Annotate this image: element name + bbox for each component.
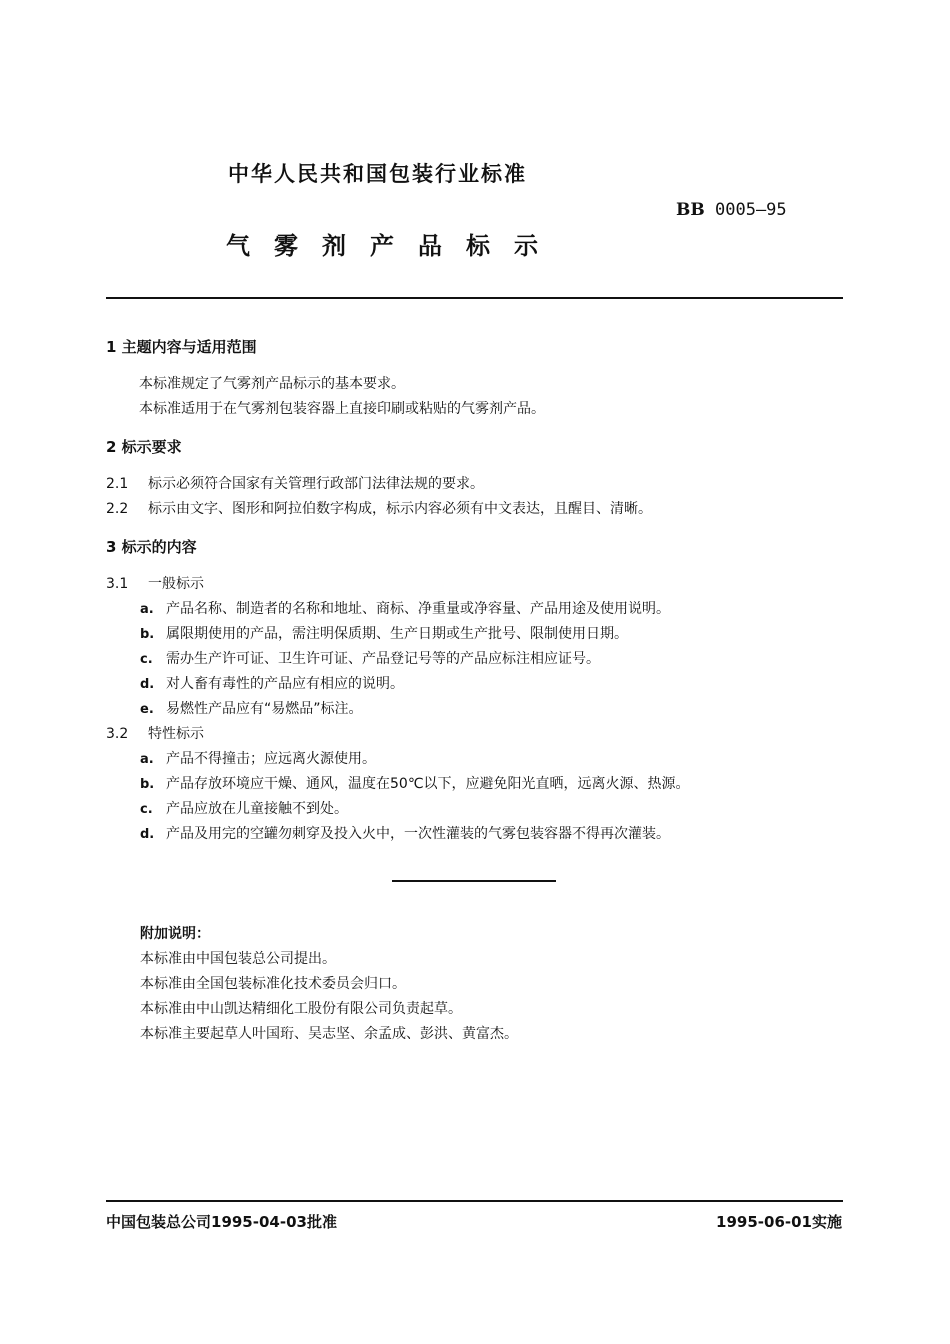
effective-date: 1995-06-01实施 — [716, 1213, 842, 1231]
item-text: 易燃性产品应有“易燃品”标注。 — [166, 701, 363, 717]
item-text: 产品名称、制造者的名称和地址、商标、净重量或净容量、产品用途及使用说明。 — [166, 601, 670, 617]
clause-number: 2.2 — [106, 501, 129, 517]
item-mark: c. — [140, 652, 153, 667]
notes-heading: 附加说明： — [140, 926, 210, 942]
list-item — [140, 773, 690, 793]
item-text: 产品存放环境应干燥、通风，温度在50℃以下，应避免阳光直晒，远离火源、热源。 — [166, 776, 690, 792]
section-1-heading: 1 主题内容与适用范围 — [106, 338, 257, 356]
notes-line: 本标准由全国包装标准化技术委员会归口。 — [140, 976, 406, 992]
list-item — [140, 623, 628, 643]
item-mark: d. — [140, 677, 155, 692]
item-text: 对人畜有毒性的产品应有相应的说明。 — [166, 676, 404, 692]
list-item — [140, 823, 670, 843]
item-text: 需办生产许可证、卫生许可证、产品登记号等的产品应标注相应证号。 — [166, 651, 600, 667]
item-text: 属限期使用的产品，需注明保质期、生产日期或生产批号、限制使用日期。 — [166, 626, 628, 642]
item-mark: b. — [140, 627, 155, 642]
clause-number: 3.2 — [106, 726, 129, 742]
section-1-paragraph: 本标准适用于在气雾剂包装容器上直接印刷或粘贴的气雾剂产品。 — [139, 401, 545, 417]
document-title: 气雾剂产品标示 — [226, 232, 562, 260]
clause-title: 特性标示 — [148, 726, 204, 742]
list-item — [140, 798, 348, 818]
item-text: 产品应放在儿童接触不到处。 — [166, 801, 348, 817]
item-text: 产品不得撞击；应远离火源使用。 — [166, 751, 376, 767]
clause-3-2 — [106, 723, 204, 743]
item-mark: a. — [140, 752, 154, 767]
footer-rule — [106, 1200, 843, 1202]
section-3-heading: 3 标示的内容 — [106, 538, 197, 556]
list-item — [140, 598, 670, 618]
issuing-organization: 中华人民共和国包装行业标准 — [228, 162, 527, 186]
item-mark: d. — [140, 827, 155, 842]
clause-text: 标示必须符合国家有关管理行政部门法律法规的要求。 — [148, 476, 484, 492]
section-2-heading: 2 标示要求 — [106, 438, 182, 456]
clause-text: 标示由文字、图形和阿拉伯数字构成，标示内容必须有中文表达，且醒目、清晰。 — [148, 501, 652, 517]
list-item — [140, 698, 363, 718]
list-item — [140, 748, 376, 768]
clause-number: 2.1 — [106, 476, 129, 492]
end-of-text-rule — [392, 880, 556, 882]
item-mark: e. — [140, 702, 154, 717]
header-rule — [106, 297, 843, 299]
notes-line: 本标准主要起草人叶国珩、吴志坚、余孟成、彭洪、黄富杰。 — [140, 1026, 518, 1042]
item-mark: a. — [140, 602, 154, 617]
item-mark: c. — [140, 802, 153, 817]
approval-date: 中国包装总公司1995-04-03批准 — [106, 1213, 337, 1231]
clause-3-1 — [106, 573, 204, 593]
code-number: 0005—95 — [715, 200, 787, 220]
clause-2-1 — [106, 473, 484, 493]
notes-line: 本标准由中国包装总公司提出。 — [140, 951, 336, 967]
list-item — [140, 673, 404, 693]
section-1-paragraph: 本标准规定了气雾剂产品标示的基本要求。 — [139, 376, 405, 392]
standard-code — [676, 200, 787, 220]
notes-line: 本标准由中山凯达精细化工股份有限公司负责起草。 — [140, 1001, 462, 1017]
clause-2-2 — [106, 498, 652, 518]
clause-title: 一般标示 — [148, 576, 204, 592]
item-text: 产品及用完的空罐勿刺穿及投入火中，一次性灌装的气雾包装容器不得再次灌装。 — [166, 826, 670, 842]
item-mark: b. — [140, 777, 155, 792]
code-prefix: BB — [676, 200, 705, 220]
clause-number: 3.1 — [106, 576, 129, 592]
list-item — [140, 648, 600, 668]
